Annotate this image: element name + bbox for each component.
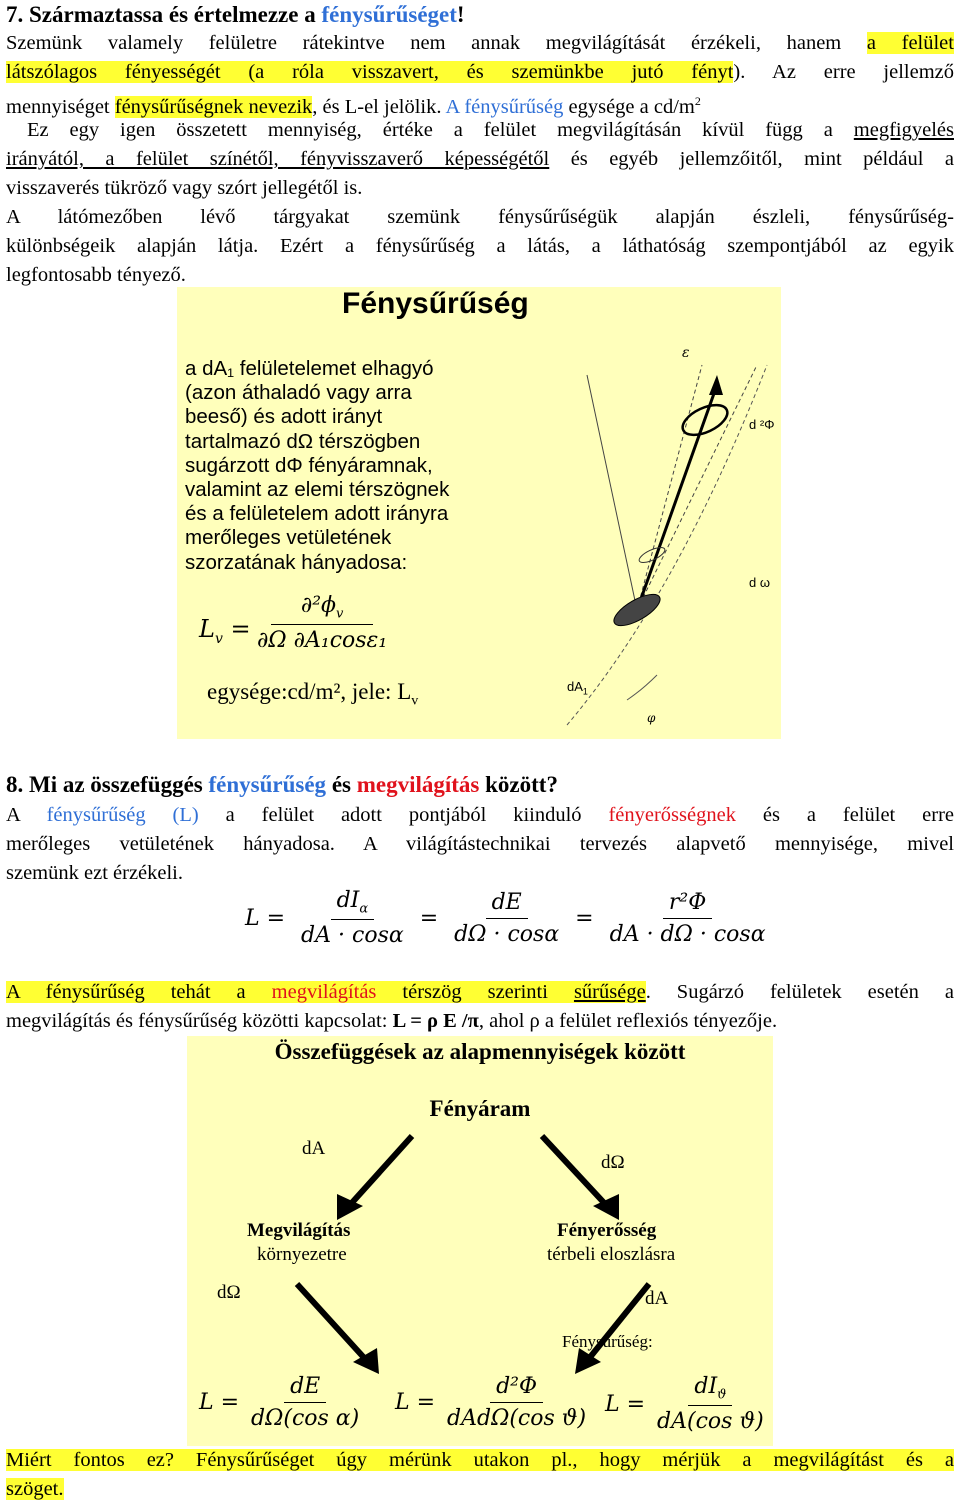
luminance-equation [245, 888, 772, 948]
f1-den: dΩ(cos α) [251, 1406, 360, 1431]
label-dA-bottom: dA [645, 1288, 669, 1309]
s8-highlight-red: megvilágítás [271, 981, 377, 1003]
node-megvilagitas: Megvilágítás [247, 1220, 351, 1241]
s7-p1-text: Szemünk valamely felületre rátekintve nem annak megvilágítását érzékeli, hanem [6, 32, 867, 54]
label-dOmega-bottom: dΩ [217, 1282, 241, 1303]
figure-1-unit [207, 679, 418, 710]
formula-subscript: v [336, 606, 344, 622]
figure-1-desc-line: merőleges vetületének [185, 526, 392, 550]
f3-sub: ϑ [717, 1387, 727, 1403]
label-da1-sub: 1 [582, 686, 588, 697]
s7-p1-text: ). Az erre jellemző [733, 61, 955, 83]
s8-heading-text: között? [479, 772, 558, 797]
label-da1 [567, 679, 588, 697]
s8-p2-line2 [6, 1007, 954, 1036]
figure-1-desc-line: és a felületelem adott irányra [185, 502, 449, 526]
figure-1-formula-fraction [251, 593, 393, 653]
s8-term: fényerősségnek [608, 804, 736, 826]
figure-1-desc-line: sugárzott dΦ fényáramnak, [185, 453, 433, 477]
figure-1-desc-line: szorzatának hányadosa: [185, 550, 408, 574]
formula-2 [395, 1374, 592, 1431]
s7-highlight: a felület [866, 32, 954, 54]
section-7-heading [6, 0, 954, 29]
formula-symbol: L [199, 615, 215, 643]
arrow-head [709, 375, 723, 395]
eq-sub: α [359, 901, 369, 917]
normal-line [587, 375, 637, 610]
arc-line [567, 365, 767, 725]
s7-underlined: megfigyelés [853, 119, 954, 141]
figure-1-formula-lhs: $L_v$ = [199, 615, 251, 647]
s7-p2-line3: legfontosabb tényező. [6, 264, 186, 286]
eq-lhs: L = [245, 905, 286, 931]
figure-1-desc-line: valamint az elemi térszögnek [185, 478, 450, 502]
figure-1-desc-line: beeső) és adott irányt [185, 405, 383, 429]
unit-text: egysége:cd/m², jele: L [207, 679, 412, 704]
unit-subscript: v [411, 693, 419, 709]
s8-term: fénysűrűség (L) [46, 804, 199, 826]
eq-num: dI [336, 888, 360, 913]
s7-p2-line1: A látómezőben lévő tárgyakat szemünk fénysűrűségük alapján észleli, fénysűrűség- [6, 206, 954, 228]
eq-sign: = [419, 905, 439, 931]
s8-heading-text: és [326, 772, 357, 797]
label-epsilon: ε [682, 345, 690, 361]
s8-text: megvilágítás és fénysűrűség közötti kapcsolat: [6, 1010, 393, 1032]
closing-highlight: Miért fontos ez? Fénysűrűséget úgy mérünk utakon pl., hogy mérjük a megvilágítást és a [6, 1449, 954, 1471]
s7-highlight: látszólagos fényességét [6, 61, 221, 83]
label-domega: d ω [749, 575, 770, 590]
s8-text: a felület adott pontjából kiinduló [198, 804, 609, 826]
angle-arc [627, 675, 657, 700]
f3-den: dA(cos ϑ) [657, 1409, 764, 1435]
s8-p1-line2: merőleges vetületének hányadosa. A világítástechnikai tervezés alapvető mennyisége, mivel [6, 833, 954, 855]
s8-text: . Sugárzó felületek esetén a [645, 981, 954, 1003]
s7-p1-text: és egyéb jellemzőitől, mint például a [549, 148, 954, 170]
s8-p1-line3: szemünk ezt érzékeli. [6, 862, 184, 884]
section-8-heading [6, 770, 954, 799]
f1-num: dE [284, 1374, 326, 1403]
formula-subscript: v [214, 630, 223, 647]
s7-p1-line4: Ez egy igen összetett mennyiség, értéke a felület megvilágításán kívül függ a megfigyelés [6, 119, 954, 141]
figure-1-desc-line: (azon áthaladó vagy arra [185, 381, 412, 405]
s8-highlight: sűrűsége [573, 981, 646, 1003]
closing-line2 [6, 1475, 954, 1504]
section-7-heading-text: 7. Származtassa és értelmezze a [6, 2, 322, 27]
node-fenysuruseg: Fénysűrűség: [562, 1332, 653, 1351]
label-da1-text: dA [567, 679, 583, 694]
f2-lhs: L = [395, 1390, 436, 1415]
s7-highlight: fénysűrűségnek nevezik [114, 95, 313, 118]
s7-p2-line2: különbségeik alapján látja. Ezért a fénysűrűség a látás, a láthatóság szempontjából az egyik [6, 235, 954, 257]
closing-highlight: szöget. [6, 1478, 64, 1500]
s7-highlight: (a róla visszavert, és szemünkbe jutó fényt [220, 61, 734, 83]
s7-underlined: irányától, a felület színétől, fényvisszaverő képességétől [6, 148, 550, 170]
s8-heading-text: 8. Mi az összefüggés [6, 772, 209, 797]
f2-num: d²Φ [490, 1374, 543, 1403]
s7-p1-text: , és L-el jelölik. [312, 95, 446, 118]
section-7-heading-end: ! [456, 2, 465, 27]
formula-numerator: ∂²ϕ [300, 593, 337, 618]
s8-heading-key: fénysűrűség [208, 772, 327, 797]
s8-p1-line1 [6, 801, 954, 830]
eq-den: dA · cosα [301, 923, 404, 949]
s8-text: A [6, 804, 47, 826]
s8-p2-line1 [6, 978, 954, 1007]
eq-sign: = [575, 905, 594, 931]
node-fenyaram: Fényáram [429, 1096, 531, 1121]
direction-arrow [637, 385, 717, 610]
cone-edge-left [637, 365, 702, 610]
formula-3 [605, 1374, 770, 1434]
eq-num: dE [486, 890, 528, 919]
s7-p1-line2 [6, 58, 954, 87]
s7-p1-line1 [6, 29, 954, 58]
f3-lhs: L = [605, 1391, 646, 1417]
f1-lhs: L = [199, 1390, 240, 1415]
eq-den: dA · dΩ · cosα [609, 921, 766, 947]
s7-p1-line6: visszaverés tükröző vagy szórt jellegétől is. [6, 177, 363, 199]
surface-element [609, 588, 664, 631]
eq-den: dΩ · cosα [454, 921, 560, 947]
s7-term: A fénysűrűség [445, 95, 564, 118]
formula-denominator: ∂Ω ∂A₁cosε₁ [257, 628, 388, 654]
label-phi: φ [647, 711, 656, 725]
node-megvilagitas-sub: környezetre [257, 1244, 347, 1265]
node-fenyerosseg-sub: térbeli eloszlásra [547, 1244, 676, 1265]
s7-p1-line5 [6, 145, 954, 174]
figure-1-desc-line: a dA₁ felületelemet elhagyó [185, 357, 434, 380]
cone-edge-right [637, 365, 757, 610]
formula-1 [199, 1374, 365, 1431]
label-dA-top: dA [302, 1138, 326, 1159]
f3-num: dI [694, 1374, 718, 1399]
s8-text: és a felület erre [735, 804, 955, 826]
node-fenyerosseg: Fényerősség [557, 1220, 657, 1241]
figure-1-desc-line: tartalmazó dΩ térszögben [185, 429, 421, 453]
f2-den: dAdΩ(cos ϑ) [447, 1406, 587, 1431]
arrow-down-left-shaft [297, 1284, 367, 1361]
arrow-left-shaft [349, 1136, 412, 1206]
label-d2phi: d ²Φ [749, 417, 775, 432]
s8-formula-bold: L = ρ E /π [392, 1010, 479, 1032]
s8-text: , ahol ρ a felület reflexiós tényezője. [478, 1010, 778, 1032]
luminance-cone-diagram [557, 345, 779, 735]
s8-highlight: térszög szerinti [376, 981, 574, 1003]
s8-highlight: A fénysűrűség tehát a [6, 981, 272, 1003]
figure-relationships [187, 1036, 773, 1446]
s7-superscript: 2 [694, 94, 701, 108]
figure-luminance [177, 287, 781, 739]
closing-line1 [6, 1446, 954, 1475]
section-7-heading-key: fénysűrűséget [321, 2, 457, 27]
eq-num: r²Φ [663, 890, 712, 919]
figure-1-title: Fénysűrűség [342, 287, 529, 320]
s8-heading-key: megvilágítás [356, 772, 480, 797]
figure-1-description [185, 357, 449, 575]
s7-p1-text: egysége a cd/m [563, 95, 695, 118]
label-dOmega-top: dΩ [601, 1152, 625, 1173]
arrow-right-shaft [542, 1136, 607, 1206]
figure-2-title: Összefüggések az alapmennyiségek között [274, 1039, 686, 1064]
s7-p1-text: mennyiséget [6, 95, 115, 118]
